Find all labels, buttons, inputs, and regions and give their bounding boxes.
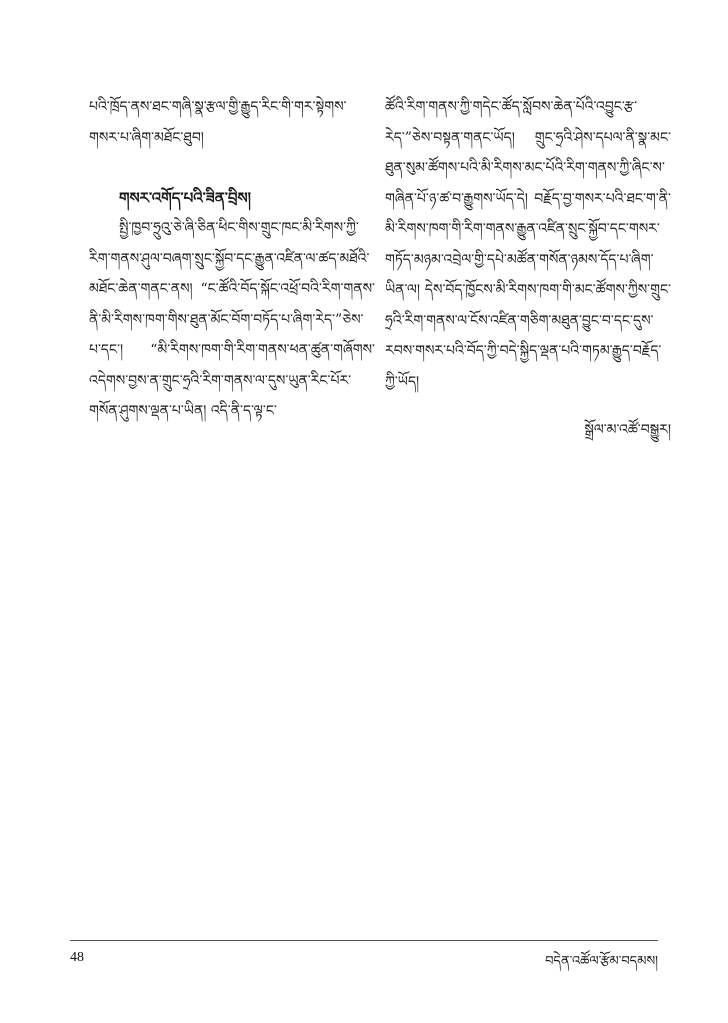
page-number: 48 [70, 950, 84, 965]
left-column [89, 92, 375, 427]
running-title: བདེན་འཚོལ་རྩོམ་བདམས། [545, 954, 658, 969]
body-paragraph-left: སྤྱི་ཁྱབ་ཧྲུའུ་ཅེ་ཞི་ཅིན་ཕིང་གིས་གྲུང་ཁང་མི་རིགས་ཀྱི་རིག་གནས་ཤུལ་བཞག་སྲུང་སྐྱོབ་དང་རྒྱུན་འཛིན་ལ་ཚད་མཐོའི་མཐོང་ཆེན་གནང་ནས། “ང་ཚོའི་བོད་སྐོང་འཕྲོ་བའི་རིག་གནས་ནི་མི་རིགས་ཁག་གིས་ཐུན་མོང་བོག་བཏོད་པ་ཞིག་རེད་”ཅེས་པ་དང་། “མི་རིགས་ཁག་གི་རིག་གནས་ཕན་ཚུན་གཞོགས་འདེགས་བྱས་ན་གྲུང་ཧྲའི་རིག་གནས་ལ་དུས་ཡུན་རིང་པོར་གསོན་ཤུགས་ལྡན་པ་ཡིན། འདི་ནི་ད་ལྟ་ང་ [89, 220, 375, 419]
intro-paragraph: པའི་ཁྲོད་ནས་ཐང་གཞི་སྣ་རྩལ་གྱི་རྒྱུད་རིང་གི་གར་སྟེགས་གསར་པ་ཞིག་མཐོང་ཐུབ། [89, 99, 347, 146]
right-column [385, 92, 671, 446]
section-heading: གསར་འགོད་པའི་ཟིན་བྲིས། [119, 189, 252, 207]
body-paragraph-right: ཚོའི་རིག་གནས་ཀྱི་གདེང་ཚོད་སློབས་ཆེན་པོའི་འབྱུང་རྩ་རེད་”ཅེས་བསྟན་གནང་ཡོད། གྲུང་ཧྲའི་ཤེས་དཔལ་ནི་སྣ་མང་ཐུན་སུམ་ཚོགས་པའི་མི་རིགས་མང་པོའི་རིག་གནས་ཀྱི་ཞིང་ས་གཞིན་པོ་ཉ་ཚ་བ་རྒྱུགས་ཡོད་དེ། བརྗོད་བྱ་གསར་པའི་ཐང་ག་ནི་མི་རིགས་ཁག་གི་རིག་གནས་རྒྱུན་འཛིན་སྲུང་སྐྱོབ་དང་གསར་གཏོད་མཉམ་འབྲེལ་གྱི་དཔེ་མཚོན་གསོན་ཉམས་དོད་པ་ཞིག་ཡིན་ལ། དེས་བོད་ཁྱོངས་མི་རིགས་ཁག་གི་མང་ཚོགས་ཀྱིས་གྲུང་ཧྲའི་རིག་གནས་ལ་ངོས་འཛིན་གཅིག་མཐུན་བྱུང་བ་དང་དུས་རབས་གསར་པའི་བོད་ཀྱི་བདེ་སྐྱིད་ལྡན་པའི་གཏམ་རྒྱུད་བརྗོད་ཀྱི་ཡོད། [385, 99, 671, 390]
author-signature: སྒྲོལ་མ་འཚོ་བསྒྱུར། [584, 422, 671, 438]
footer-divider [70, 940, 658, 941]
